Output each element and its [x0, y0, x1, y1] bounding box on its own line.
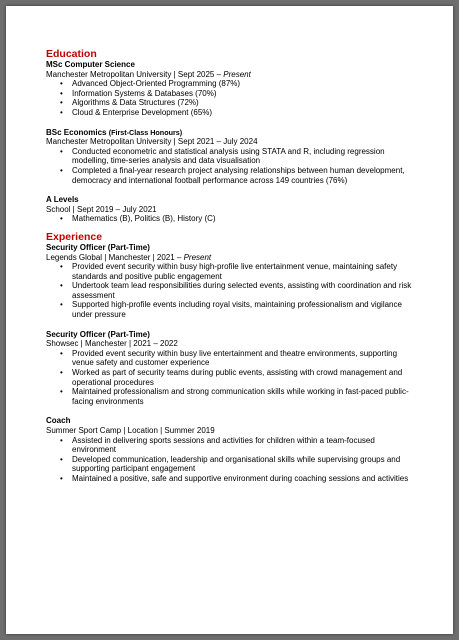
entry-title-text: A Levels — [46, 195, 79, 205]
bullet-item: • Maintained professionalism and strong communication skills while working in fast-paced public-facing environments — [72, 387, 418, 406]
entry-title — [46, 195, 418, 205]
cv-content — [46, 48, 418, 494]
entry-meta-text: Showsec | Manchester | 2021 – 2022 — [46, 339, 178, 349]
entry-title-text: Security Officer (Part-Time) — [46, 329, 150, 339]
bullet-list — [46, 349, 418, 407]
bullet-list — [46, 214, 418, 224]
experience-entry — [46, 330, 418, 407]
education-entry — [46, 195, 418, 224]
bullet-item: • Developed communication, leadership and organisational skills while supervising groups and supporting participant engagement — [72, 455, 418, 474]
entry-title — [46, 416, 418, 426]
document-page — [6, 6, 453, 634]
bullet-item: • Cloud & Enterprise Development (65%) — [72, 108, 418, 118]
bullet-item: • Conducted econometric and statistical analysis using STATA and R, including regression modelling, time-series analysis and data visualisation — [72, 147, 418, 166]
entry-title — [46, 243, 418, 253]
entry-title-text: Coach — [46, 416, 71, 426]
experience-entry — [46, 243, 418, 320]
entry-meta-italic: Present — [183, 252, 212, 262]
entry-title-note: (First-Class Honours) — [108, 127, 183, 137]
entry-meta — [46, 137, 418, 147]
experience-heading: Experience — [46, 230, 103, 243]
bullet-item: • Information Systems & Databases (70%) — [72, 89, 418, 99]
bullet-item: • Advanced Object-Oriented Programming (87%) — [72, 79, 418, 89]
bullet-list — [46, 436, 418, 484]
entry-meta-text: Summer Sport Camp | Location | Summer 2019 — [46, 426, 215, 435]
bullet-list — [46, 147, 418, 185]
experience-entry — [46, 416, 418, 483]
entry-meta-italic: Present — [223, 69, 251, 79]
bullet-item: • Supported high-profile events including royal visits, maintaining professionalism and vigilance under pressure — [72, 300, 418, 319]
bullet-list — [46, 79, 418, 117]
entry-title-text: BSc Economics — [46, 127, 109, 137]
entry-meta-text: Manchester Metropolitan University | Sept 2025 – — [46, 69, 224, 79]
bullet-list — [46, 262, 418, 320]
bullet-item: • Provided event security within busy high-profile live entertainment venue, maintaining safety standards and positive public engagement — [72, 262, 418, 281]
entry-meta — [46, 70, 418, 80]
bullet-item: • Assisted in delivering sports sessions and activities for children within a team-focused environment — [72, 436, 418, 455]
education-entry — [46, 128, 418, 186]
entry-meta — [46, 339, 418, 349]
entry-title — [46, 60, 418, 70]
bullet-item: • Worked as part of security teams during public events, assisting with crowd management and operational procedures — [72, 368, 418, 387]
education-heading: Education — [46, 48, 97, 60]
entry-title-text: Security Officer (Part-Time) — [46, 242, 150, 252]
entry-title — [46, 128, 418, 138]
bullet-item: • Mathematics (B), Politics (B), History (C) — [72, 214, 418, 224]
entry-title-text: MSc Computer Science — [46, 60, 135, 69]
entry-meta — [46, 205, 418, 215]
education-entry — [46, 60, 418, 118]
bullet-item: • Maintained a positive, safe and supportive environment during coaching sessions and activities — [72, 474, 418, 484]
entry-meta — [46, 253, 418, 263]
entry-meta — [46, 426, 418, 436]
bullet-item: • Undertook team lead responsibilities during selected events, assisting with coordination and risk assessment — [72, 281, 418, 300]
entry-meta-text: Legends Global | Manchester | 2021 – — [46, 252, 184, 262]
entry-meta-text: Manchester Metropolitan University | Sept 2021 – July 2024 — [46, 137, 258, 147]
entry-meta-text: School | Sept 2019 – July 2021 — [46, 204, 157, 214]
bullet-item: • Completed a final-year research project analysing relationships between human development, democracy and international football performance across 149 countries (76%) — [72, 166, 418, 185]
bullet-item: • Algorithms & Data Structures (72%) — [72, 98, 418, 108]
bullet-item: • Provided event security within busy live entertainment and theatre environments, supporting venue safety and customer experience — [72, 349, 418, 368]
entry-title — [46, 330, 418, 340]
